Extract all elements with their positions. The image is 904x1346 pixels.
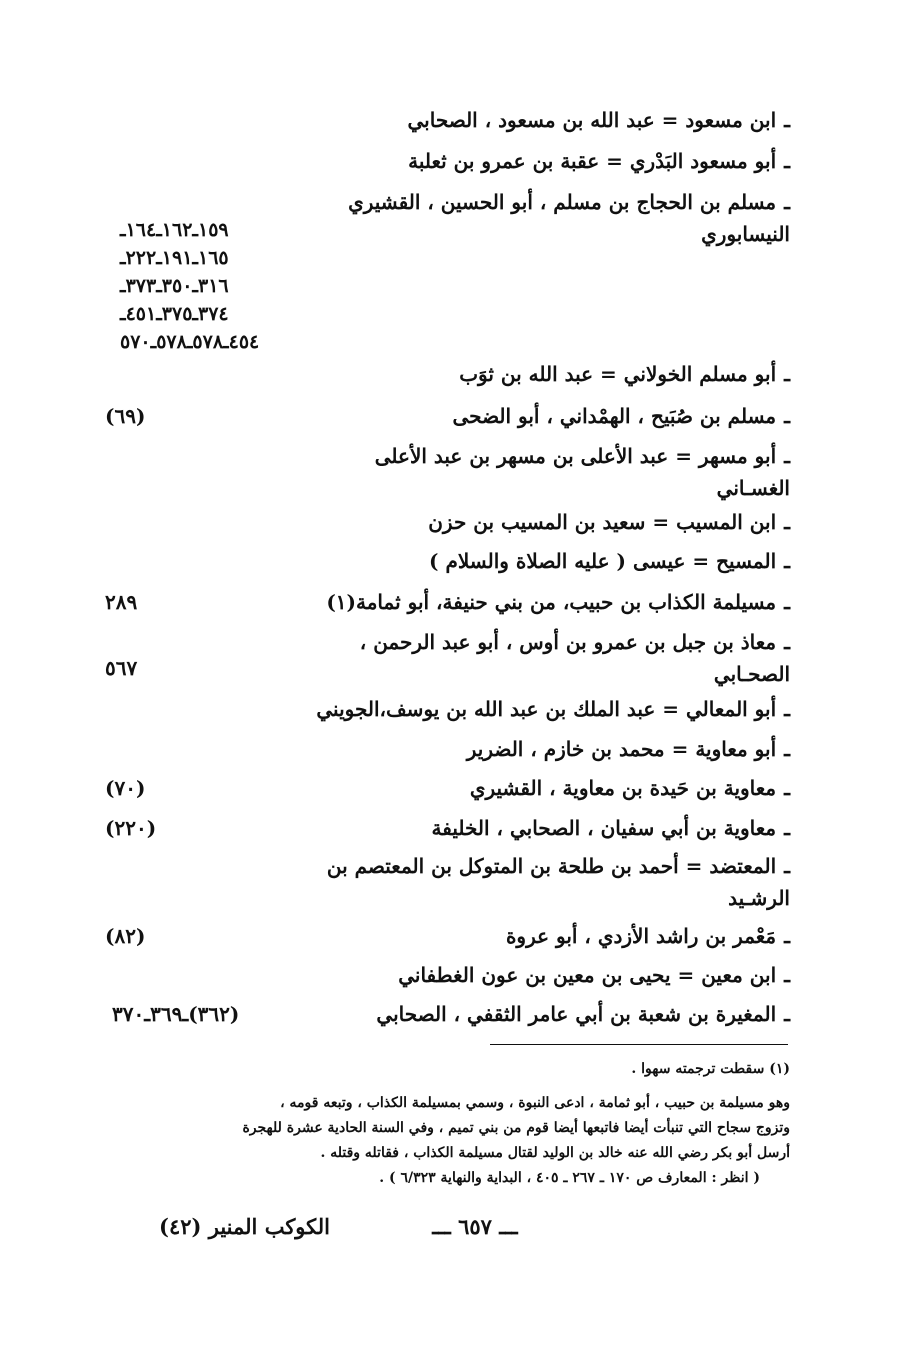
- entry-text: معاوية بن حَيدة بن معاوية ، القشيري: [469, 776, 777, 800]
- entry: ـالمسيح = عيسى ( عليه الصلاة والسلام ): [429, 549, 790, 573]
- entry-text: ابن المسيب = سعيد بن المسيب بن حزن: [428, 510, 777, 534]
- entry-text: ابن معين = يحيى بن معين بن عون الغطفاني: [398, 963, 777, 987]
- entry: ـابن المسيب = سعيد بن المسيب بن حزن: [428, 510, 790, 534]
- entry-text: مسلم بن الحجاج بن مسلم ، أبو الحسين ، القشيري النيسابوري: [348, 190, 790, 246]
- entry-text: ابن مسعود = عبد الله بن مسعود ، الصحابي: [407, 108, 777, 132]
- footnote-1: (١) سقطت ترجمته سهوا .: [631, 1061, 790, 1077]
- entry: ـمَعْمر بن راشد الأزدي ، أبو عروة: [505, 924, 790, 948]
- entry: ـمسيلمة الكذاب بن حبيب، من بني حنيفة، أبو ثمامة(١): [326, 590, 790, 614]
- entry-text: مسلم بن صُبَيح ، الهمْداني ، أبو الضحى: [452, 404, 777, 428]
- page-ref-line: ٣٧٤ـ٣٧٥ـ٤٥١ـ: [120, 303, 229, 325]
- entry-text: أبو مسعود البَدْري = عقبة بن عمرو بن ثعلبة: [408, 149, 777, 173]
- entry: ـمسلم بن الحجاج بن مسلم ، أبو الحسين ، القشيري النيسابوري: [348, 190, 790, 246]
- entry: ـمعاوية بن حَيدة بن معاوية ، القشيري: [469, 776, 790, 800]
- entry-text: المغيرة بن شعبة بن أبي عامر الثقفي ، الصحابي: [376, 1002, 777, 1026]
- entry: ـأبو المعالي = عبد الملك بن عبد الله بن يوسف،الجويني: [316, 697, 790, 721]
- entry: ـالمعتضد = أحمد بن طلحة بن المتوكل بن المعتصم بن الرشـيد: [326, 854, 790, 910]
- entry-text: معاوية بن أبي سفيان ، الصحابي ، الخليفة: [431, 816, 777, 840]
- page-ref-line: ٤٥٤ـ٥٧٨ـ٥٧٨ـ٥٧٠: [120, 331, 260, 353]
- page-ref: (٦٩): [105, 404, 146, 428]
- entry-text: مسيلمة الكذاب بن حبيب، من بني حنيفة، أبو ثمامة(١): [326, 590, 777, 614]
- entry: ـأبو مسعود البَدْري = عقبة بن عمرو بن ثعلبة: [408, 149, 790, 173]
- entry: ـأبو مسلم الخولاني = عبد الله بن ثوَب: [459, 362, 790, 386]
- footnote-line: أرسل أبو بكر رضي الله عنه خالد بن الوليد لقتال مسيلمة الكذاب ، فقاتله وقتله .: [320, 1145, 790, 1161]
- entry-text: مَعْمر بن راشد الأزدي ، أبو عروة: [505, 924, 777, 948]
- entry-text: أبو المعالي = عبد الملك بن عبد الله بن يوسف،الجويني: [316, 697, 777, 721]
- page-ref-line: ٣١٦ـ٣٥٠ـ٣٧٣ـ: [120, 275, 229, 297]
- page-ref-line: ١٥٩ـ١٦٢ـ١٦٤ـ: [120, 219, 229, 241]
- page-ref-line: ١٦٥ـ١٩١ـ٢٢٢ـ: [120, 247, 229, 269]
- page-ref: ٥٦٧: [105, 656, 138, 680]
- entry: ـالمغيرة بن شعبة بن أبي عامر الثقفي ، الصحابي: [376, 1002, 790, 1026]
- page-ref: ٢٨٩: [105, 590, 138, 614]
- page-ref: (٨٢): [105, 924, 146, 948]
- book-title: الكوكب المنير (٤٢): [159, 1214, 330, 1239]
- entry: ـأبو مسهر = عبد الأعلى بن مسهر بن عبد الأعلى الغسـاني: [374, 444, 790, 500]
- page-refs-block: [120, 216, 290, 356]
- entry: ـمعاوية بن أبي سفيان ، الصحابي ، الخليفة: [431, 816, 790, 840]
- entry: ـأبو معاوية = محمد بن خازم ، الضرير: [466, 737, 790, 761]
- entry-text: أبو معاوية = محمد بن خازم ، الضرير: [466, 737, 777, 761]
- footnote-line: وتزوج سجاح التي تنبأت أيضا فاتبعها أيضا قوم من بني تميم ، وفي السنة الحادية عشرة للهجرة: [242, 1120, 790, 1136]
- entry-text: المسيح = عيسى ( عليه الصلاة والسلام ): [429, 549, 777, 573]
- page-ref: (٧٠): [105, 776, 146, 800]
- page-ref: (٢٢٠): [105, 816, 157, 840]
- footnote-separator: [490, 1044, 788, 1045]
- footnote-line: وهو مسيلمة بن حبيب ، أبو ثمامة ، ادعى النبوة ، وسمي بمسيلمة الكذاب ، وتبعه قومه ،: [280, 1095, 790, 1111]
- entry-text: المعتضد = أحمد بن طلحة بن المتوكل بن المعتصم بن الرشـيد: [326, 854, 790, 910]
- entry: ـمعاذ بن جبل بن عمرو بن أوس ، أبو عبد الرحمن ، الصحـابي: [359, 630, 790, 686]
- page-number: ـــ ٦٥٧ ـــ: [432, 1214, 518, 1239]
- entry: ـابن معين = يحيى بن معين بن عون الغطفاني: [398, 963, 790, 987]
- page-ref: (٣٦٢)ـ٣٦٩ـ٣٧٠: [112, 1002, 240, 1026]
- entry-text: أبو مسهر = عبد الأعلى بن مسهر بن عبد الأعلى الغسـاني: [374, 444, 790, 500]
- entry-text: أبو مسلم الخولاني = عبد الله بن ثوَب: [459, 362, 777, 386]
- footnote-line: ( انظر : المعارف ص ١٧٠ ـ ٢٦٧ ـ ٤٠٥ ، البداية والنهاية ٦/٣٢٣ ) .: [379, 1170, 760, 1186]
- entry: ـابن مسعود = عبد الله بن مسعود ، الصحابي: [407, 108, 790, 132]
- entry: ـمسلم بن صُبَيح ، الهمْداني ، أبو الضحى: [452, 404, 790, 428]
- entry-text: معاذ بن جبل بن عمرو بن أوس ، أبو عبد الرحمن ، الصحـابي: [359, 630, 790, 686]
